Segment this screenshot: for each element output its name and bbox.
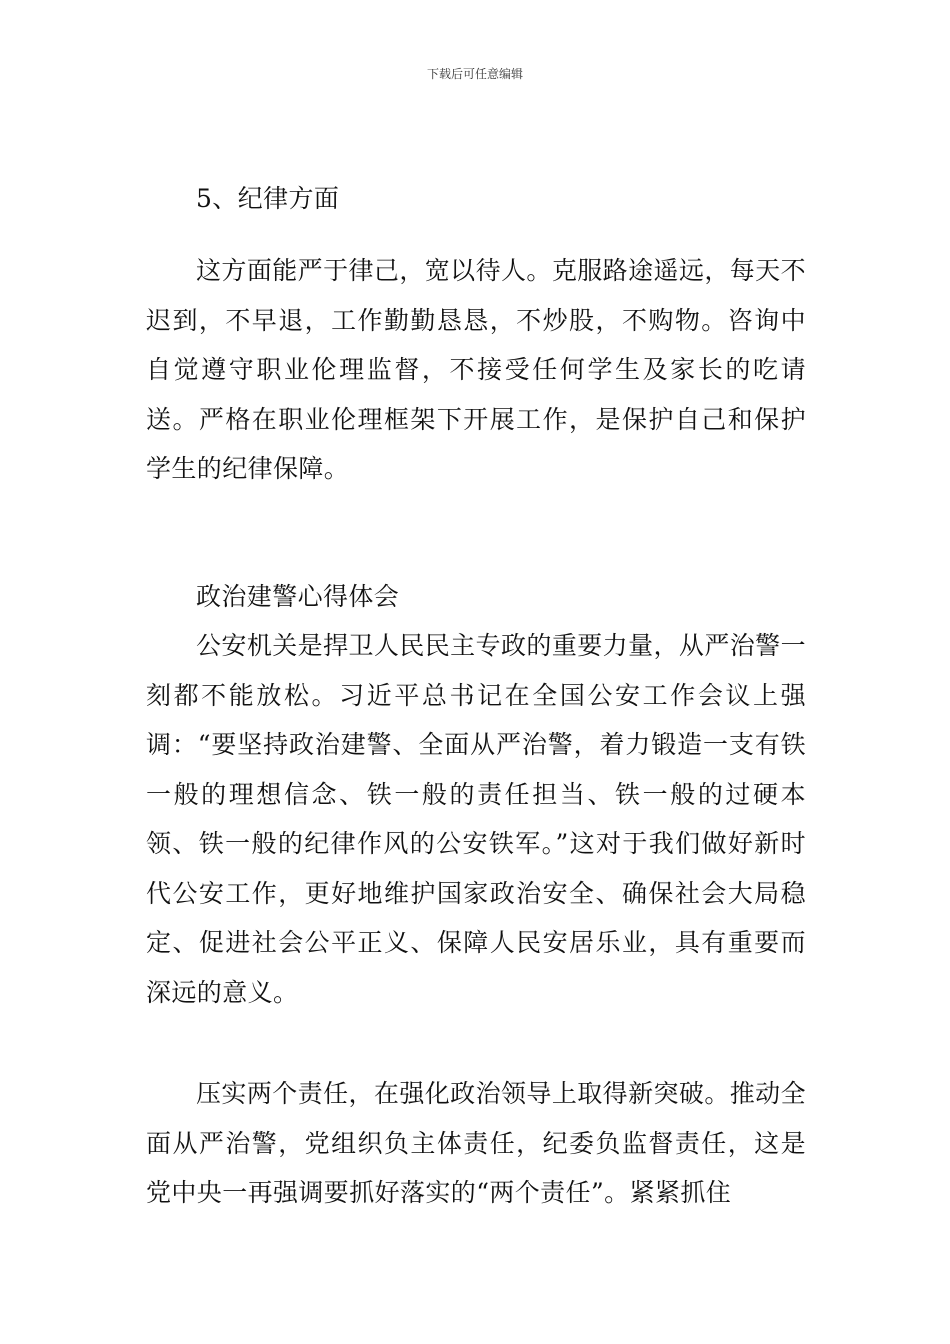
paragraph-responsibility: 压实两个责任，在强化政治领导上取得新突破。推动全面从严治警，党组织负主体责任，纪委负监督责任，这是党中央一再强调要抓好落实的“两个责任”。紧紧抓住 [146, 1079, 806, 1207]
page-header: 下载后可任意编辑 [426, 67, 523, 81]
section-heading: 5、纪律方面 [196, 184, 340, 213]
article-title: 政治建警心得体会 [196, 582, 400, 611]
paragraph-intro: 公安机关是捍卫人民民主专政的重要力量，从严治警一刻都不能放松。习近平总书记在全国公安工作会议上强调：“要坚持政治建警、全面从严治警，着力锻造一支有铁一般的理想信念、铁一般的责任担当、铁一般的过硬本领、铁一般的纪律作风的公安铁军。”这对于我们做好新时代公安工作，更好地维护国家政治安全、确保社会大局稳定、促进社会公平正义、保障人民安居乐业，具有重要而深远的意义。 [146, 631, 806, 1007]
paragraph-discipline: 这方面能严于律己，宽以待人。克服路途遥远，每天不迟到，不早退，工作勤勤恳恳，不炒股，不购物。咨询中自觉遵守职业伦理监督，不接受任何学生及家长的吃请送。严格在职业伦理框架下开展工作，是保护自己和保护学生的纪律保障。 [146, 256, 806, 483]
